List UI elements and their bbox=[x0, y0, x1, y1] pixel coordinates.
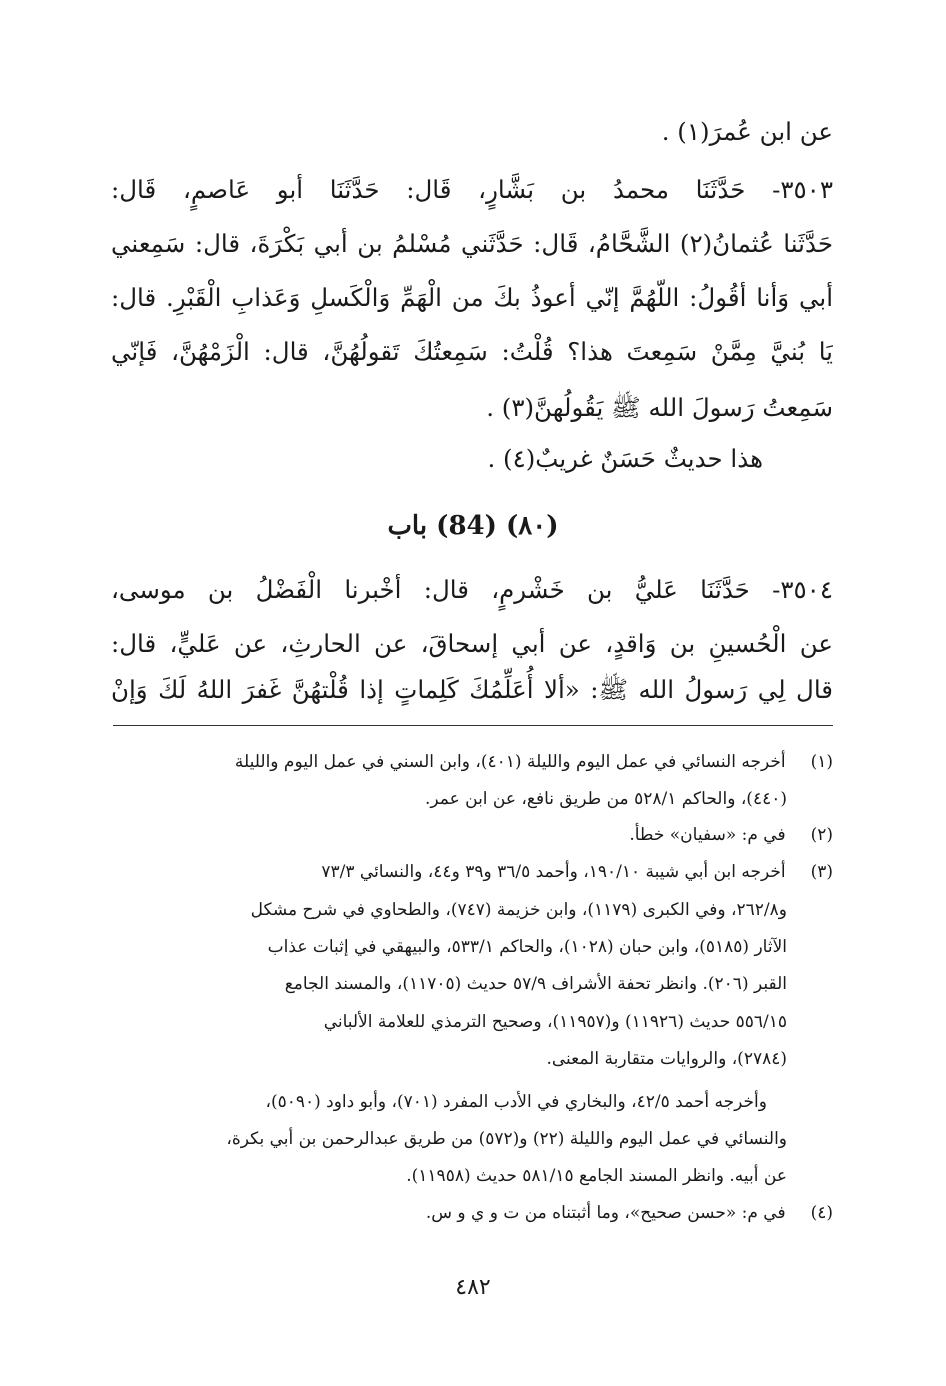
body-line-5: يَا بُنيَّ مِمَّنْ سَمِعتَ هذا؟ قُلْتُ: سَمِعتُكَ تَقولُهُنَّ، قال: الْزَمْهُنَّ، فَإنّي bbox=[111, 337, 833, 366]
footnote-4-line-1: في م: «حسن صحيح»، وما أثبتناه من ت و ي و س. bbox=[425, 1203, 786, 1223]
footnote-3-line-5: ٥٥٦/١٥ حديث (١١٩٢٦) و(١١٩٥٧)، وصحيح الترمذي للعلامة الألباني bbox=[323, 1012, 787, 1032]
footnote-3-para-line-1: وأخرجه أحمد ٤٢/٥، والبخاري في الأدب المفرد (٧٠١)، وأبو داود (٥٠٩٠)، bbox=[265, 1092, 767, 1112]
footnote-2-line-1: في م: «سفيان» خطأ. bbox=[629, 825, 786, 845]
hadith-grade: هذا حديثٌ حَسَنٌ غريبٌ(٤) . bbox=[487, 444, 763, 473]
body-line-7: ٣٥٠٤- حَدَّثَنَا عَليُّ بن خَشْرمٍ، قال: أخْبرنا الْفَضْلُ بن موسى، bbox=[111, 575, 833, 604]
footnote-2-number: (٢) bbox=[810, 825, 833, 845]
footnote-3-line-1: أخرجه ابن أبي شيبة ١٩٠/١٠، وأحمد ٣٦/٥ و٣٩ و٤٤، والنسائي ٧٣/٣ bbox=[321, 862, 786, 882]
body-line-1: عن ابن عُمرَ(١) . bbox=[661, 117, 833, 146]
footnote-3-line-6: (٢٧٨٤)، والروايات متقاربة المعنى. bbox=[546, 1049, 787, 1069]
body-line-9: قال لِي رَسولُ الله ﷺ: «ألا أُعَلِّمُكَ كَلِماتٍ إذا قُلْتهُنَّ غَفرَ اللهُ لَكَ وَإنْ bbox=[111, 675, 833, 704]
footnote-3-number: (٣) bbox=[810, 862, 833, 882]
footnote-1-number: (١) bbox=[810, 752, 833, 772]
footnote-1 bbox=[113, 745, 833, 779]
body-line-4: أبي وَأنا أقُولُ: اللّهُمَّ إنّي أعوذُ بكَ من الْهَمِّ وَالْكَسلِ وَعَذابِ الْقَبْرِ. قال: bbox=[111, 283, 833, 312]
footnote-3 bbox=[113, 855, 833, 889]
body-line-3: حَدَّثَنا عُثمانُ(٢) الشَّحَّامُ، قَال: حَدَّثَني مُسْلمُ بن أبي بَكْرَةَ، قال: سَمِعني bbox=[111, 229, 833, 258]
footnote-2 bbox=[113, 818, 833, 852]
body-line-8: عن الْحُسينِ بن وَاقدٍ، عن أبي إسحاقَ، عن الحارثِ، عن عَليٍّ، قال: bbox=[111, 629, 833, 658]
footnote-separator bbox=[113, 725, 833, 726]
footnote-3-line-3: الآثار (٥١٨٥)، وابن حبان (١٠٢٨)، والحاكم ٥٣٣/١، والبيهقي في إثبات عذاب bbox=[267, 937, 787, 957]
footnote-3-para-line-2: والنسائي في عمل اليوم والليلة (٢٢) و(٥٧٢) من طريق عبدالرحمن بن أبي بكرة، bbox=[226, 1129, 787, 1149]
footnote-3-para-line-3: عن أبيه. وانظر المسند الجامع ٥٨١/١٥ حديث (١١٩٥٨). bbox=[406, 1166, 787, 1186]
footnote-1-line-1: أخرجه النسائي في عمل اليوم والليلة (٤٠١)، وابن السني في عمل اليوم والليلة bbox=[234, 752, 786, 772]
page-number: ٤٨٢ bbox=[455, 1275, 491, 1300]
footnote-1-line-2: (٤٤٠)، والحاكم ٥٢٨/١ من طريق نافع، عن ابن عمر. bbox=[424, 789, 787, 809]
footnote-4 bbox=[113, 1196, 833, 1230]
footnote-3-line-2: و٢٦٢/٨، وفي الكبرى (١١٧٩)، وابن خزيمة (٧٤٧)، والطحاوي في شرح مشكل bbox=[250, 900, 787, 920]
chapter-heading: (٨٠) (84) باب bbox=[387, 511, 559, 541]
footnote-4-number: (٤) bbox=[810, 1203, 833, 1223]
body-line-6: سَمِعتُ رَسولَ الله ﷺ يَقُولُهنَّ(٣) . bbox=[486, 393, 833, 422]
footnote-3-line-4: القبر (٢٠٦). وانظر تحفة الأشراف ٥٧/٩ حديث (١١٧٠٥)، والمسند الجامع bbox=[284, 974, 787, 994]
body-line-2: ٣٥٠٣- حَدَّثَنَا محمدُ بن بَشَّارٍ، قَال: حَدَّثَنَا أبو عَاصمٍ، قَال: bbox=[111, 175, 833, 204]
